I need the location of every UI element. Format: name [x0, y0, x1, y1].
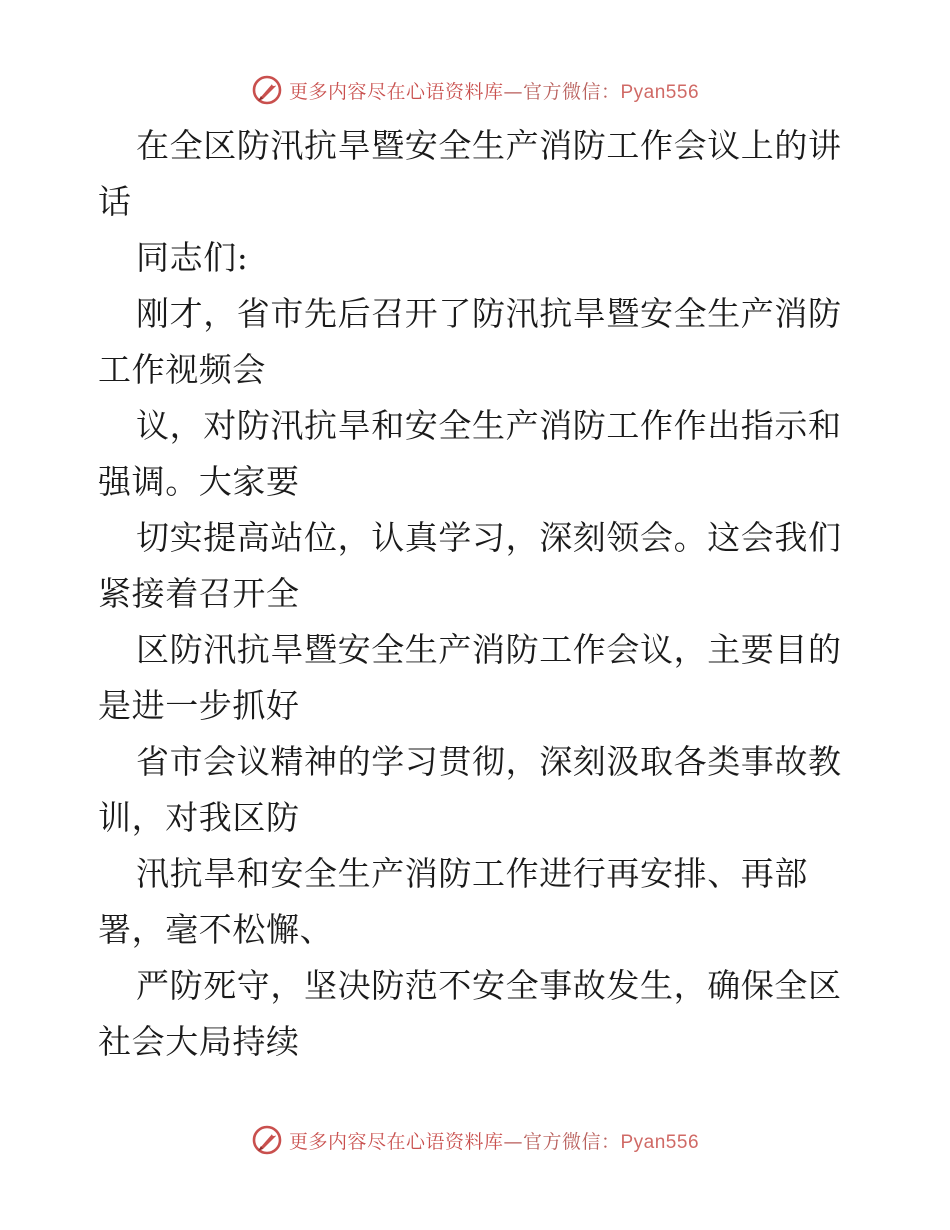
quill-pen-logo-icon	[251, 74, 283, 106]
document-body	[98, 118, 858, 1070]
body-line: 区防汛抗旱暨安全生产消防工作会议，主要目的	[136, 630, 842, 669]
body-line: 议，对防汛抗旱和安全生产消防工作作出指示和	[136, 406, 842, 445]
quill-pen-logo-icon	[251, 1124, 283, 1156]
body-line: 话	[98, 182, 132, 221]
body-line: 同志们:	[136, 238, 249, 277]
body-line: 是进一步抓好	[98, 686, 300, 725]
body-line: 汛抗旱和安全生产消防工作进行再安排、再部	[136, 854, 808, 893]
body-line: 署，毫不松懈、	[98, 910, 334, 949]
banner-text: 更多内容尽在心语资料库—官方微信：Pyan556	[288, 1130, 700, 1153]
body-line: 训，对我区防	[98, 798, 300, 837]
body-line: 省市会议精神的学习贯彻，深刻汲取各类事故教	[136, 742, 842, 781]
footer-banner	[0, 1120, 950, 1160]
body-line: 工作视频会	[98, 350, 266, 389]
body-line: 强调。大家要	[98, 462, 300, 501]
banner-text: 更多内容尽在心语资料库—官方微信：Pyan556	[288, 80, 700, 103]
body-line: 紧接着召开全	[98, 574, 300, 613]
body-line: 社会大局持续	[98, 1022, 300, 1061]
body-line: 切实提高站位，认真学习，深刻领会。这会我们	[136, 518, 842, 557]
body-line: 在全区防汛抗旱暨安全生产消防工作会议上的讲	[136, 126, 842, 165]
body-line: 刚才，省市先后召开了防汛抗旱暨安全生产消防	[136, 294, 842, 333]
body-line: 严防死守，坚决防范不安全事故发生，确保全区	[136, 966, 842, 1005]
header-banner	[0, 70, 950, 110]
